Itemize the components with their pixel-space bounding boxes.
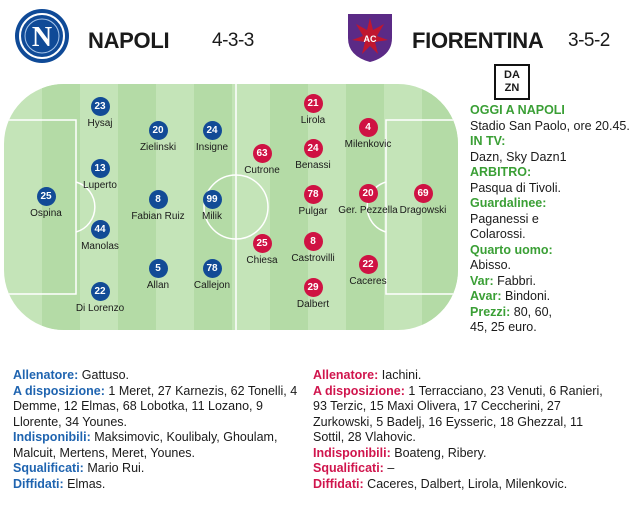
info-avar-value: Bindoni. bbox=[504, 289, 551, 303]
player-number: 25 bbox=[253, 234, 272, 253]
player-name: Benassi bbox=[295, 160, 331, 171]
info-fourth-official bbox=[470, 243, 630, 274]
fiorentina-logo bbox=[344, 8, 396, 64]
info-var-label: Var: bbox=[470, 273, 494, 288]
fiorentina-unavailable-label: Indisponibili: bbox=[313, 445, 391, 460]
info-referee bbox=[470, 165, 630, 196]
player-name: Hysaj bbox=[87, 118, 113, 129]
napoli-coach bbox=[13, 368, 303, 384]
player-name: Cutrone bbox=[244, 165, 280, 176]
fiorentina-warned-label: Diffidati: bbox=[313, 476, 364, 491]
napoli-player-milik bbox=[172, 190, 252, 223]
napoli-warned bbox=[13, 477, 303, 493]
napoli-coach-value: Gattuso. bbox=[81, 368, 130, 382]
info-referee-value: Pasqua di Tivoli. bbox=[470, 180, 562, 195]
napoli-bench bbox=[13, 384, 303, 431]
info-today bbox=[470, 103, 630, 134]
napoli-warned-label: Diffidati: bbox=[13, 476, 64, 491]
napoli-suspended-value: Mario Rui. bbox=[87, 461, 145, 475]
fiorentina-warned bbox=[313, 477, 613, 493]
player-number: 8 bbox=[304, 232, 323, 251]
info-linesmen-label: Guardalinee: bbox=[470, 196, 547, 210]
match-info-panel bbox=[470, 103, 630, 336]
player-name: Milik bbox=[202, 211, 222, 222]
napoli-warned-value: Elmas. bbox=[67, 476, 106, 491]
fiorentina-player-chiesa bbox=[222, 234, 302, 267]
player-number: 13 bbox=[91, 159, 110, 178]
player-number: 5 bbox=[149, 259, 168, 278]
info-today-value: Stadio San Paolo, ore 20.45. bbox=[470, 118, 630, 133]
fiorentina-coach bbox=[313, 368, 613, 384]
fiorentina-coach-value: Iachini. bbox=[381, 368, 422, 382]
napoli-unavailable bbox=[13, 430, 303, 461]
fiorentina-unavailable-value: Boateng, Ribery. bbox=[394, 445, 487, 460]
info-today-label: OGGI A NAPOLI bbox=[470, 103, 565, 117]
napoli-details bbox=[13, 368, 303, 492]
player-name: Pulgar bbox=[298, 206, 328, 217]
player-number: 8 bbox=[149, 190, 168, 209]
fiorentina-player-lirola bbox=[273, 94, 353, 127]
fiorentina-warned-value: Caceres, Dalbert, Lirola, Milenkovic. bbox=[367, 476, 568, 491]
info-tv-value: Dazn, Sky Dazn1 bbox=[470, 149, 567, 164]
player-number: 44 bbox=[91, 220, 110, 239]
player-number: 99 bbox=[203, 190, 222, 209]
player-number: 63 bbox=[253, 144, 272, 163]
fiorentina-unavailable bbox=[313, 446, 613, 462]
player-name: Luperto bbox=[83, 180, 117, 191]
fiorentina-player-pulgar bbox=[273, 185, 353, 218]
player-number: 24 bbox=[203, 121, 222, 140]
info-avar bbox=[470, 289, 630, 305]
player-name: Insigne bbox=[195, 142, 229, 153]
fiorentina-coach-label: Allenatore: bbox=[313, 368, 379, 382]
info-fourth-label: Quarto uomo: bbox=[470, 242, 553, 257]
napoli-player-manolas bbox=[60, 220, 140, 253]
napoli-player-luperto bbox=[60, 159, 140, 192]
away-team-name: FIORENTINA bbox=[412, 28, 544, 53]
info-prices bbox=[470, 305, 570, 336]
fiorentina-suspended bbox=[313, 461, 613, 477]
player-name: Manolas bbox=[81, 241, 119, 252]
player-number: 21 bbox=[304, 94, 323, 113]
fiorentina-suspended-value: – bbox=[387, 461, 395, 475]
info-var bbox=[470, 274, 630, 290]
fiorentina-player-cutrone bbox=[222, 144, 302, 177]
fiorentina-player-dalbert bbox=[273, 278, 353, 311]
player-number: 25 bbox=[37, 187, 56, 206]
player-name: Ger. Pezzella bbox=[338, 205, 398, 216]
player-name: Milenkovic bbox=[344, 139, 392, 150]
info-linesmen-value: Paganessi e Colarossi. bbox=[470, 211, 539, 241]
napoli-logo bbox=[14, 8, 70, 64]
napoli-bench-value: 1 Meret, 27 Karnezis, 62 Tonelli, 4 Demme, 12 Elmas, 68 Lobotka, 11 Lozano, 9 Llorente, 34 Younes. bbox=[13, 383, 298, 429]
info-referee-label: ARBITRO: bbox=[470, 165, 532, 179]
info-avar-label: Avar: bbox=[470, 289, 502, 303]
player-name: Fabian Ruiz bbox=[131, 211, 185, 222]
player-name: Zielinski bbox=[139, 142, 177, 153]
fiorentina-bench-value: 1 Terracciano, 23 Venuti, 6 Ranieri, 93 Terzic, 15 Maxi Olivera, 17 Ceccherini, 27 Zurkowski, 5 Badelj, 16 Eysseric, 18 Ghezzal, 11 Sottil, 28 Vlahovic. bbox=[313, 383, 603, 444]
player-name: Dalbert bbox=[296, 299, 330, 310]
dazn-logo bbox=[494, 64, 530, 100]
player-number: 20 bbox=[359, 184, 378, 203]
player-number: 78 bbox=[203, 259, 222, 278]
player-number: 4 bbox=[359, 118, 378, 137]
home-team-name: NAPOLI bbox=[88, 28, 170, 53]
player-name: Di Lorenzo bbox=[75, 303, 125, 314]
napoli-logo-letter: N bbox=[31, 22, 53, 53]
player-name: Caceres bbox=[349, 276, 387, 287]
pitch bbox=[4, 84, 458, 330]
info-prices-value: 80, 60, 45, 25 euro. bbox=[470, 304, 553, 334]
fiorentina-bench bbox=[313, 384, 613, 446]
napoli-bench-label: A disposizione: bbox=[13, 383, 105, 398]
player-number: 78 bbox=[304, 185, 323, 204]
player-number: 29 bbox=[304, 278, 323, 297]
info-fourth-value: Abisso. bbox=[470, 258, 511, 272]
info-tv bbox=[470, 134, 630, 165]
player-number: 24 bbox=[304, 139, 323, 158]
player-name: Callejon bbox=[193, 280, 231, 291]
player-number: 22 bbox=[359, 255, 378, 274]
napoli-suspended bbox=[13, 461, 303, 477]
fiorentina-bench-label: A disposizione: bbox=[313, 383, 405, 398]
player-name: Lirola bbox=[300, 115, 326, 126]
info-linesmen bbox=[470, 196, 630, 243]
dazn-logo-top: DA bbox=[504, 69, 520, 81]
fiorentina-suspended-label: Squalificati: bbox=[313, 461, 384, 475]
player-number: 69 bbox=[414, 184, 433, 203]
napoli-unavailable-value: Maksimovic, Koulibaly, Ghoulam, Malcuit, Mertens, Meret, Younes. bbox=[13, 430, 278, 460]
player-name: Ospina bbox=[30, 208, 62, 219]
player-number: 22 bbox=[91, 282, 110, 301]
player-name: Allan bbox=[146, 280, 170, 291]
away-formation: 3-5-2 bbox=[568, 30, 610, 51]
player-number: 20 bbox=[149, 121, 168, 140]
player-name: Chiesa bbox=[246, 255, 278, 266]
napoli-unavailable-label: Indisponibili: bbox=[13, 430, 91, 444]
fiorentina-logo-letters: AC bbox=[363, 34, 377, 44]
home-formation: 4-3-3 bbox=[212, 30, 254, 51]
player-name: Dragowski bbox=[399, 205, 447, 216]
napoli-suspended-label: Squalificati: bbox=[13, 461, 84, 475]
info-tv-label: IN TV: bbox=[470, 134, 506, 148]
info-prices-label: Prezzi: bbox=[470, 304, 511, 319]
player-name: Castrovilli bbox=[291, 253, 335, 264]
dazn-logo-bottom: ZN bbox=[504, 82, 520, 94]
napoli-coach-label: Allenatore: bbox=[13, 368, 79, 382]
info-var-value: Fabbri. bbox=[497, 273, 537, 288]
player-number: 23 bbox=[91, 97, 110, 116]
fiorentina-details bbox=[313, 368, 613, 492]
